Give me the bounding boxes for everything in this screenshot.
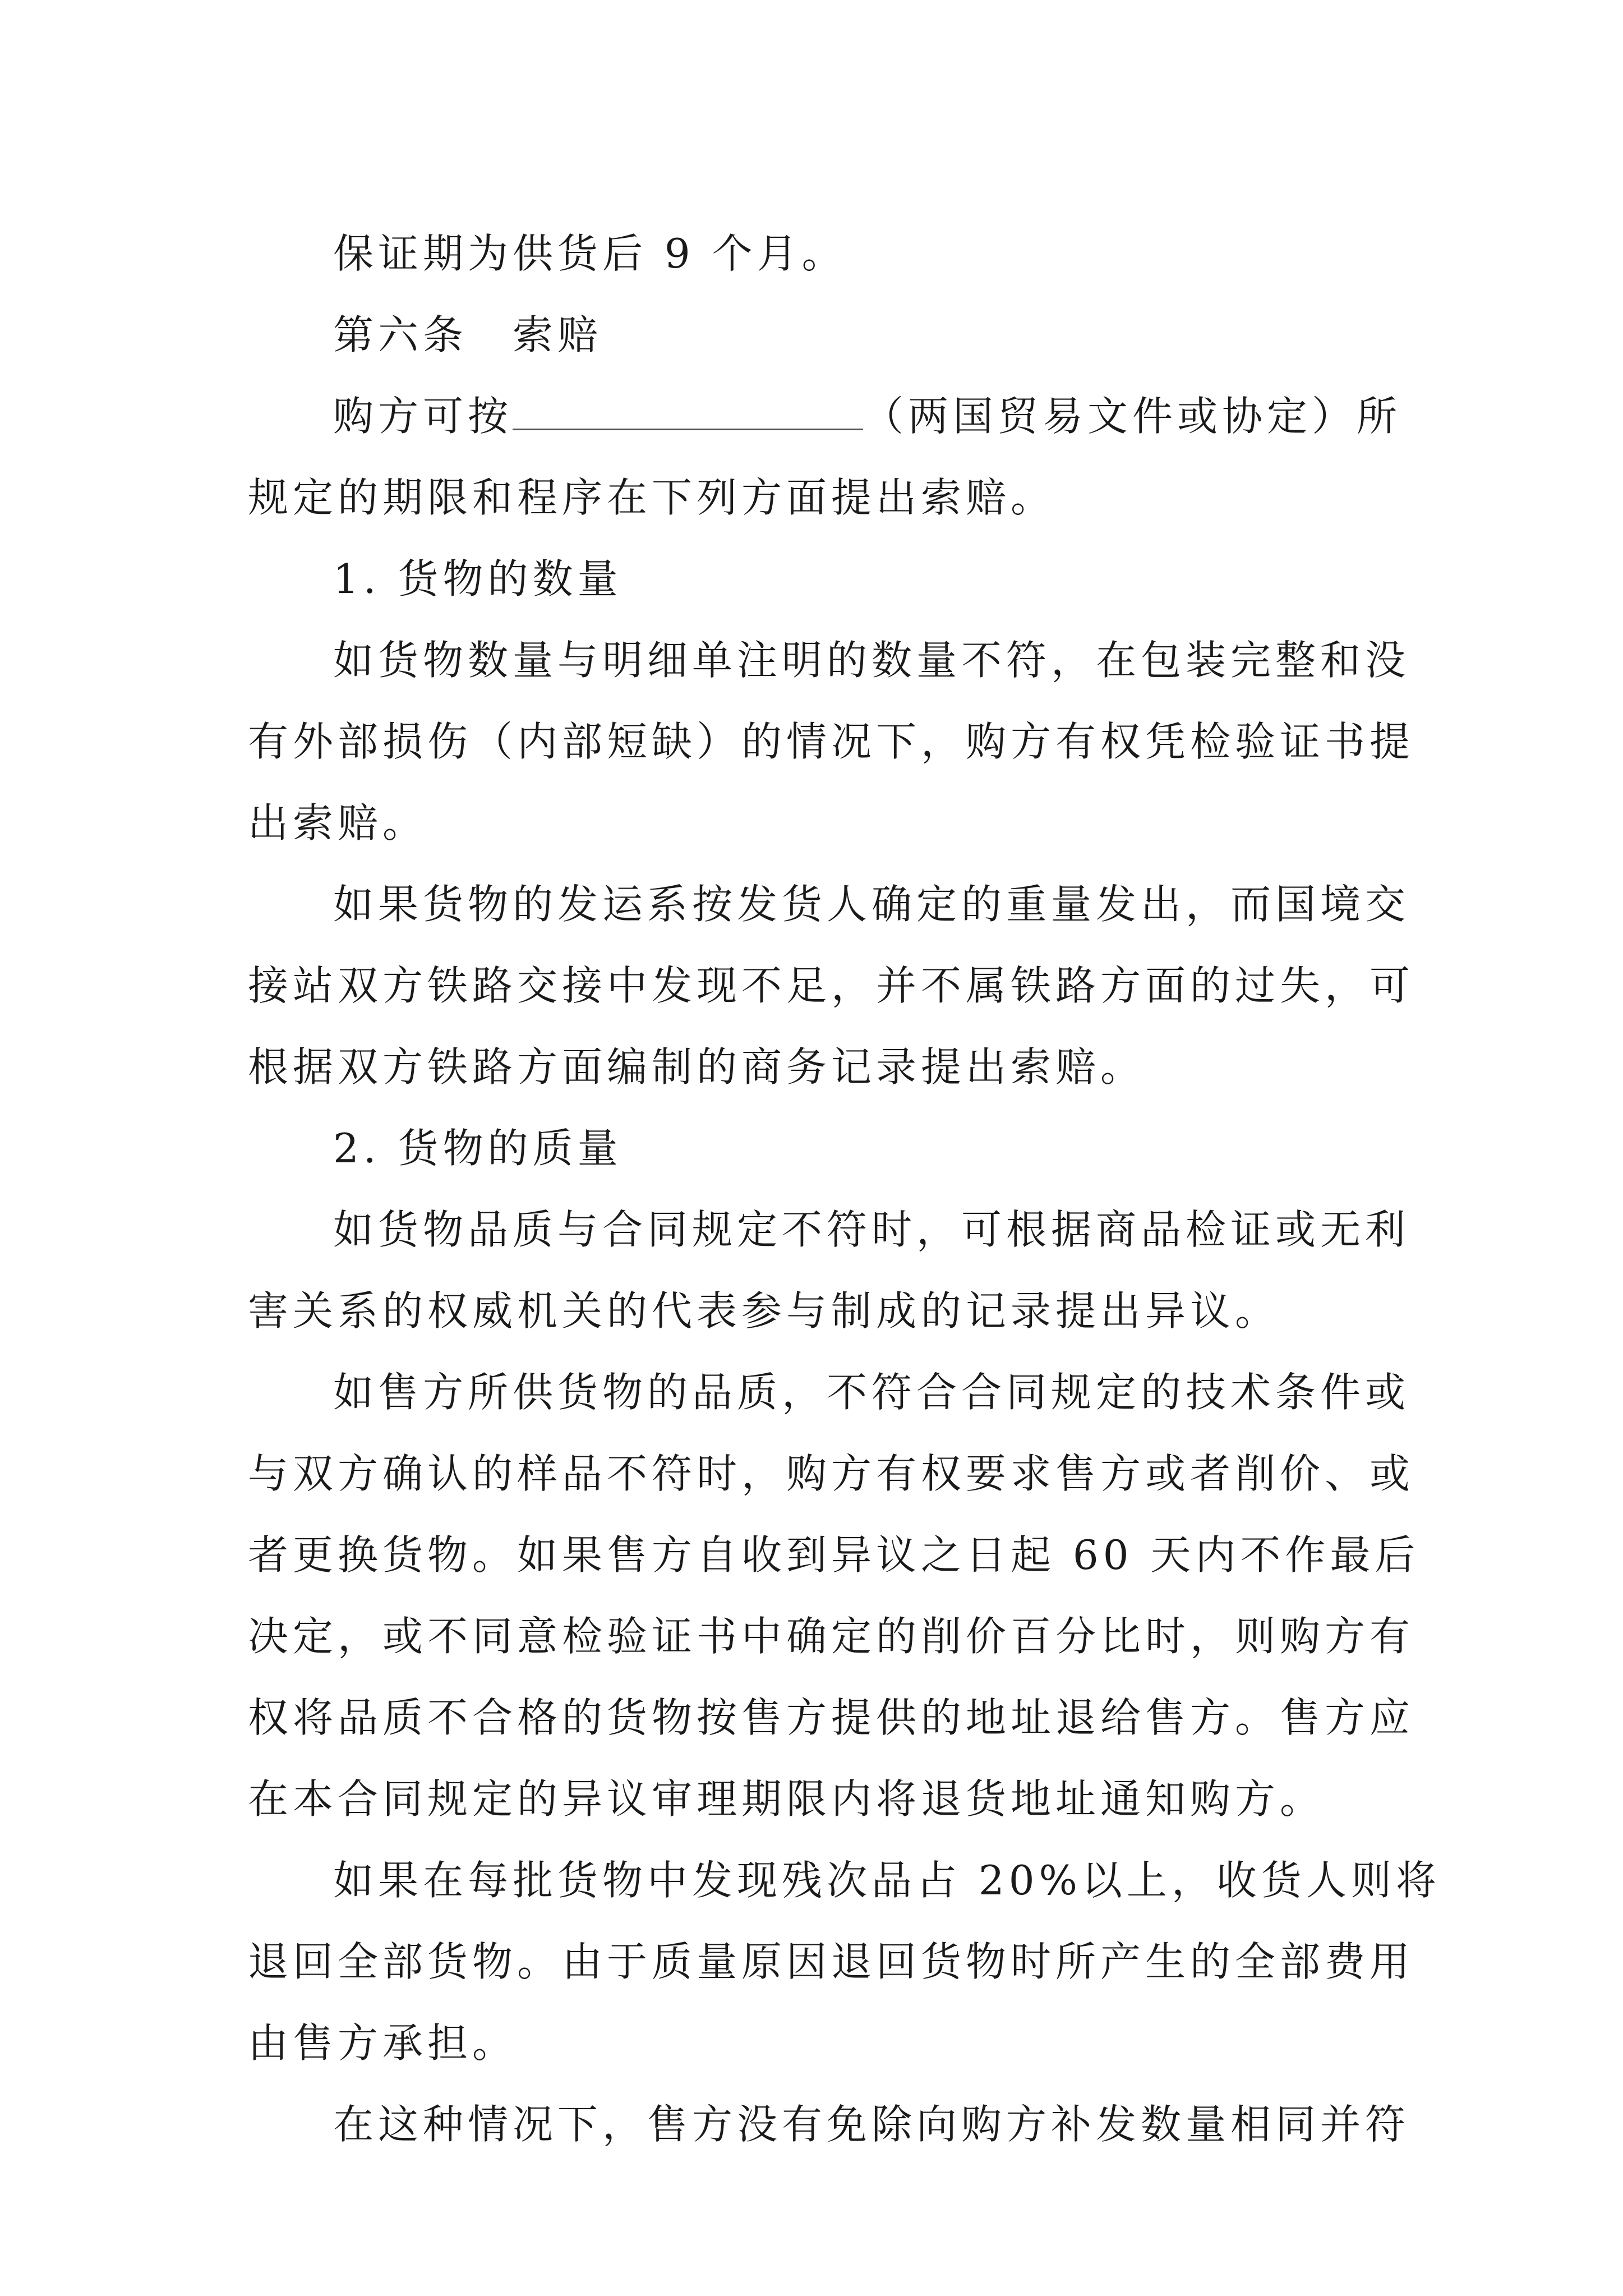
subsection-heading: 2. 货物的质量 [333, 1125, 623, 1172]
text-line: 在本合同规定的异议审理期限内将退货地址通知购方。 [248, 1775, 1325, 1823]
text-line: 规定的期限和程序在下列方面提出索赔。 [248, 474, 1056, 521]
text-line: 害关系的权威机关的代表参与制成的记录提出异议。 [248, 1287, 1280, 1335]
text-line: 如售方所供货物的品质，不符合合同规定的技术条件或 [333, 1369, 1410, 1416]
text-fragment: （两国贸易文件或协定）所 [863, 393, 1402, 440]
text-line: 如货物品质与合同规定不符时，可根据商品检证或无利 [333, 1206, 1410, 1253]
text-line: 由售方承担。 [248, 2019, 518, 2067]
text-line: 与双方确认的样品不符时，购方有权要求售方或者削价、或 [248, 1450, 1415, 1497]
text-line: 决定，或不同意检验证书中确定的削价百分比时，则购方有 [248, 1613, 1415, 1660]
text-line: 在这种情况下，售方没有免除向购方补发数量相同并符 [333, 2101, 1410, 2148]
text-line: 退回全部货物。由于质量原因退回货物时所产生的全部费用 [248, 1938, 1415, 1985]
text-line: 接站双方铁路交接中发现不足，并不属铁路方面的过失，可 [248, 962, 1415, 1009]
text-line: 根据双方铁路方面编制的商务记录提出索赔。 [248, 1043, 1146, 1091]
text-line: 者更换货物。如果售方自收到异议之日起 60 天内不作最后 [248, 1531, 1420, 1579]
section-heading: 第六条 索赔 [333, 311, 603, 358]
text-line: 如货物数量与明细单注明的数量不符，在包装完整和没 [333, 637, 1410, 684]
document-page [248, 213, 1441, 2165]
text-fragment: 购方可按 [333, 393, 513, 440]
text-line: 如果在每批货物中发现残次品占 20%以上，收货人则将 [333, 1857, 1441, 1904]
text-line: 出索赔。 [248, 799, 428, 846]
fill-in-blank[interactable] [513, 387, 863, 430]
text-line: 有外部损伤（内部短缺）的情况下，购方有权凭检验证书提 [248, 718, 1415, 765]
text-line: 如果货物的发运系按发货人确定的重量发出，而国境交 [333, 881, 1410, 928]
text-line: 权将品质不合格的货物按售方提供的地址退给售方。售方应 [248, 1694, 1415, 1741]
text-line: 保证期为供货后 9 个月。 [333, 230, 847, 277]
text-line [248, 376, 1402, 457]
subsection-heading: 1. 货物的数量 [333, 555, 623, 602]
